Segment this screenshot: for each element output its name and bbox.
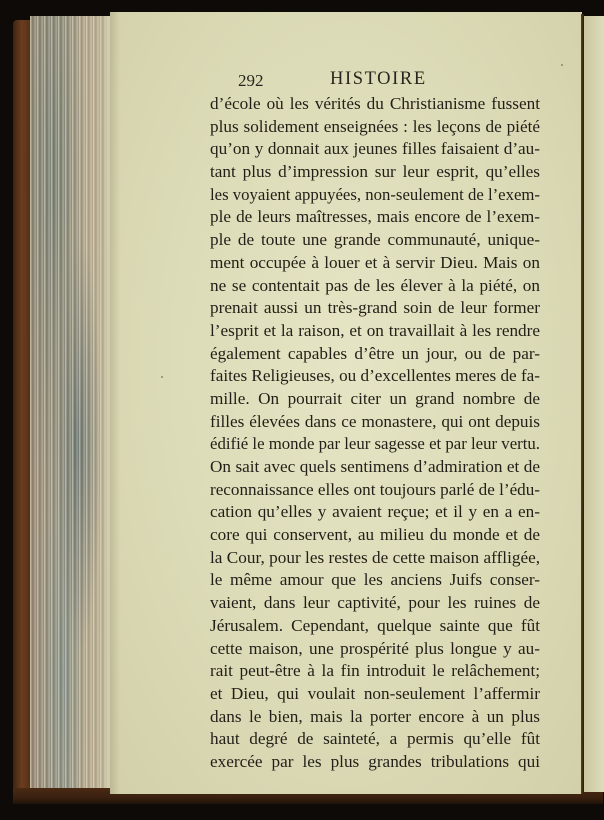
marbled-page-edges xyxy=(30,16,110,792)
body-text xyxy=(210,93,540,774)
text-line: la Cour, pour les restes de cette maison affligée, xyxy=(210,547,540,567)
text-line: cation qu’elles y avaient reçue; et il y en a en- xyxy=(210,502,540,522)
text-line: le même amour que les anciens Juifs conser- xyxy=(210,570,540,590)
text-line: les voyaient appuyées, non-seulement de l’exem- xyxy=(210,184,540,204)
text-line: rait peut-être à la fin introduit le relâchement; xyxy=(210,661,540,681)
text-line: édifié le monde par leur sagesse et par leur vertu. xyxy=(210,434,540,454)
text-line: faites Religieuses, ou d’excellentes meres de fa- xyxy=(210,366,540,386)
text-line: Jérusalem. Cependant, quelque sainte que fût xyxy=(210,615,540,635)
text-line: également capables d’être un jour, ou de par- xyxy=(210,343,540,363)
text-line: cette maison, une prospérité plus longue y au- xyxy=(210,638,540,658)
text-line: l’esprit et la raison, et on travaillait à les rendre xyxy=(210,320,540,340)
text-line: core qui conservent, au milieu du monde et de xyxy=(210,525,540,545)
text-line: haut degré de sainteté, a permis qu’elle fût xyxy=(210,729,540,749)
facing-page-edge xyxy=(584,16,604,792)
page-number: 292 xyxy=(238,71,264,90)
running-title: HISTOIRE xyxy=(330,69,427,89)
text-line: mille. On pourrait citer un grand nombre de xyxy=(210,388,540,408)
text-line: ple de leurs maîtresses, mais encore de l’exem- xyxy=(210,207,540,227)
text-line: dans le bien, mais la porter encore à un plus xyxy=(210,706,540,726)
paper-speck xyxy=(561,64,563,66)
text-line: tant plus d’impression sur leur esprit, qu’elles xyxy=(210,162,540,182)
text-line: prenait aussi un très-grand soin de leur former xyxy=(210,298,540,318)
text-line: qu’on y donnait aux jeunes filles faisaient d’au- xyxy=(210,139,540,159)
paper-speck xyxy=(161,376,163,378)
text-line: On sait avec quels sentimens d’admiration et de xyxy=(210,457,540,476)
text-line: vaient, dans leur captivité, pour les ruines de xyxy=(210,593,540,613)
text-line: ne se contentait pas de les élever à la piété, on xyxy=(210,275,540,295)
text-line: filles élevées dans ce monastere, qui ont depuis xyxy=(210,411,540,431)
text-line: exercée par les plus grandes tribulations qui xyxy=(210,751,540,771)
text-line: et Dieu, qui voulait non-seulement l’affermir xyxy=(210,683,540,703)
text-line: reconnaissance elles ont toujours parlé de l’édu- xyxy=(210,479,540,499)
text-line: d’école où les vérités du Christianisme fussent xyxy=(210,94,540,113)
text-line: plus solidement enseignées : les leçons de piété xyxy=(210,116,540,136)
text-line: ple de toute une grande communauté, unique- xyxy=(210,230,540,250)
text-line: ment occupée à louer et à servir Dieu. Mais on xyxy=(210,252,540,272)
running-head xyxy=(238,69,548,93)
